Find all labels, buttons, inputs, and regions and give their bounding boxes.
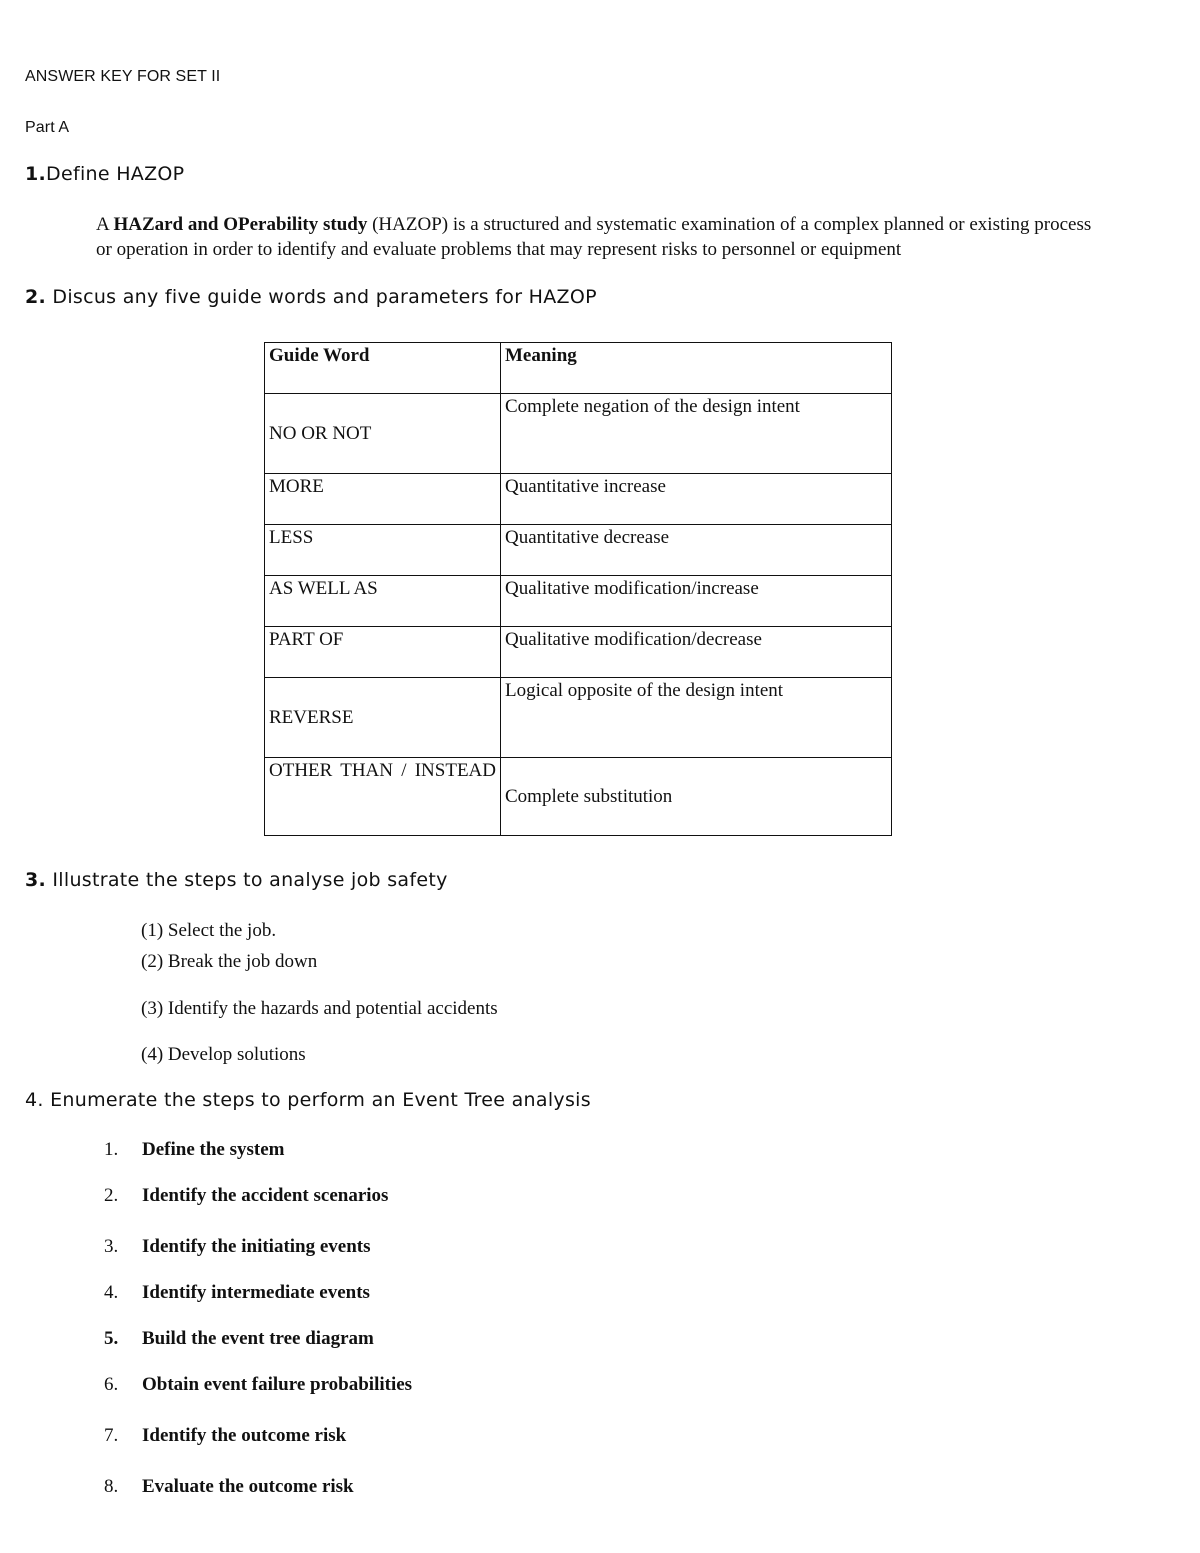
table-row bbox=[265, 576, 892, 627]
table-row bbox=[265, 758, 892, 836]
column-header-guide-word: Guide Word bbox=[265, 343, 501, 394]
list-item-text: Evaluate the outcome risk bbox=[142, 1476, 354, 1497]
list-item-number: 2. bbox=[104, 1185, 119, 1206]
list-item bbox=[104, 1185, 388, 1207]
list-item-text: Identify the initiating events bbox=[142, 1236, 371, 1257]
guide-word-cell: LESS bbox=[265, 525, 501, 576]
meaning-cell: Quantitative decrease bbox=[501, 525, 892, 576]
list-item-number: 7. bbox=[104, 1425, 119, 1446]
list-item-text: Identify the outcome risk bbox=[142, 1425, 347, 1446]
question-4-text: Enumerate the steps to perform an Event Tree analysis bbox=[50, 1089, 591, 1111]
definition-body: (HAZOP) is a structured and systematic examination of a complex planned or existing process or operation in order to identify and evaluate problems that may represent risks to personnel or equipment bbox=[96, 214, 1092, 260]
list-item bbox=[104, 1328, 374, 1350]
table-header-row bbox=[265, 343, 892, 394]
list-item-number: 8. bbox=[104, 1476, 119, 1497]
question-4 bbox=[25, 1089, 591, 1111]
question-1 bbox=[25, 163, 184, 185]
meaning-cell: Complete negation of the design intent bbox=[501, 394, 892, 474]
list-item-text: Identify the accident scenarios bbox=[142, 1185, 389, 1206]
list-item bbox=[104, 1236, 371, 1258]
guide-word-cell: MORE bbox=[265, 474, 501, 525]
list-item bbox=[104, 1476, 354, 1498]
question-4-number: 4. bbox=[25, 1089, 44, 1111]
question-3 bbox=[25, 869, 448, 891]
list-item-number: 3. bbox=[104, 1236, 119, 1257]
list-item-text: Build the event tree diagram bbox=[142, 1328, 374, 1349]
question-1-number: 1. bbox=[25, 163, 47, 185]
guide-word-cell: NO OR NOT bbox=[265, 394, 501, 474]
guide-word-cell-text: OTHER THAN / INSTEAD bbox=[269, 760, 496, 781]
list-item-number: 4. bbox=[104, 1282, 119, 1303]
meaning-cell: Complete substitution bbox=[501, 758, 892, 836]
question-2-number: 2. bbox=[25, 286, 47, 308]
list-item-number: 5. bbox=[104, 1328, 119, 1349]
question-3-number: 3. bbox=[25, 869, 47, 891]
hazop-definition bbox=[96, 212, 1096, 262]
list-item bbox=[104, 1374, 412, 1396]
list-item bbox=[104, 1425, 346, 1447]
table-row bbox=[265, 678, 892, 758]
meaning-cell: Qualitative modification/decrease bbox=[501, 627, 892, 678]
list-item: (3) Identify the hazards and potential accidents bbox=[141, 998, 498, 1019]
list-item-number: 6. bbox=[104, 1374, 119, 1395]
table-row bbox=[265, 394, 892, 474]
guide-word-cell: PART OF bbox=[265, 627, 501, 678]
list-item-number: 1. bbox=[104, 1139, 119, 1160]
document-title: ANSWER KEY FOR SET II bbox=[25, 68, 221, 85]
guide-words-table bbox=[264, 342, 892, 836]
guide-word-cell: AS WELL AS bbox=[265, 576, 501, 627]
list-item: (4) Develop solutions bbox=[141, 1044, 306, 1065]
meaning-cell: Quantitative increase bbox=[501, 474, 892, 525]
question-2-text: Discus any five guide words and parameters for HAZOP bbox=[52, 286, 597, 308]
question-1-text: Define HAZOP bbox=[46, 163, 185, 185]
list-item bbox=[104, 1282, 370, 1304]
list-item-text: Identify intermediate events bbox=[142, 1282, 370, 1303]
list-item bbox=[104, 1139, 284, 1161]
part-heading: Part A bbox=[25, 119, 70, 136]
table-row bbox=[265, 525, 892, 576]
guide-word-cell: REVERSE bbox=[265, 678, 501, 758]
meaning-cell: Qualitative modification/increase bbox=[501, 576, 892, 627]
list-item: (2) Break the job down bbox=[141, 951, 318, 972]
definition-bold-term: HAZard and OPerability study bbox=[113, 214, 368, 235]
list-item-text: Obtain event failure probabilities bbox=[142, 1374, 413, 1395]
table-row bbox=[265, 474, 892, 525]
meaning-cell: Logical opposite of the design intent bbox=[501, 678, 892, 758]
guide-word-cell bbox=[265, 758, 501, 836]
list-item-text: Define the system bbox=[142, 1139, 285, 1160]
definition-prefix: A bbox=[96, 214, 114, 235]
list-item: (1) Select the job. bbox=[141, 920, 277, 941]
table-row bbox=[265, 627, 892, 678]
column-header-meaning: Meaning bbox=[501, 343, 892, 394]
question-3-text: Illustrate the steps to analyse job safety bbox=[52, 869, 448, 891]
question-2 bbox=[25, 286, 597, 308]
